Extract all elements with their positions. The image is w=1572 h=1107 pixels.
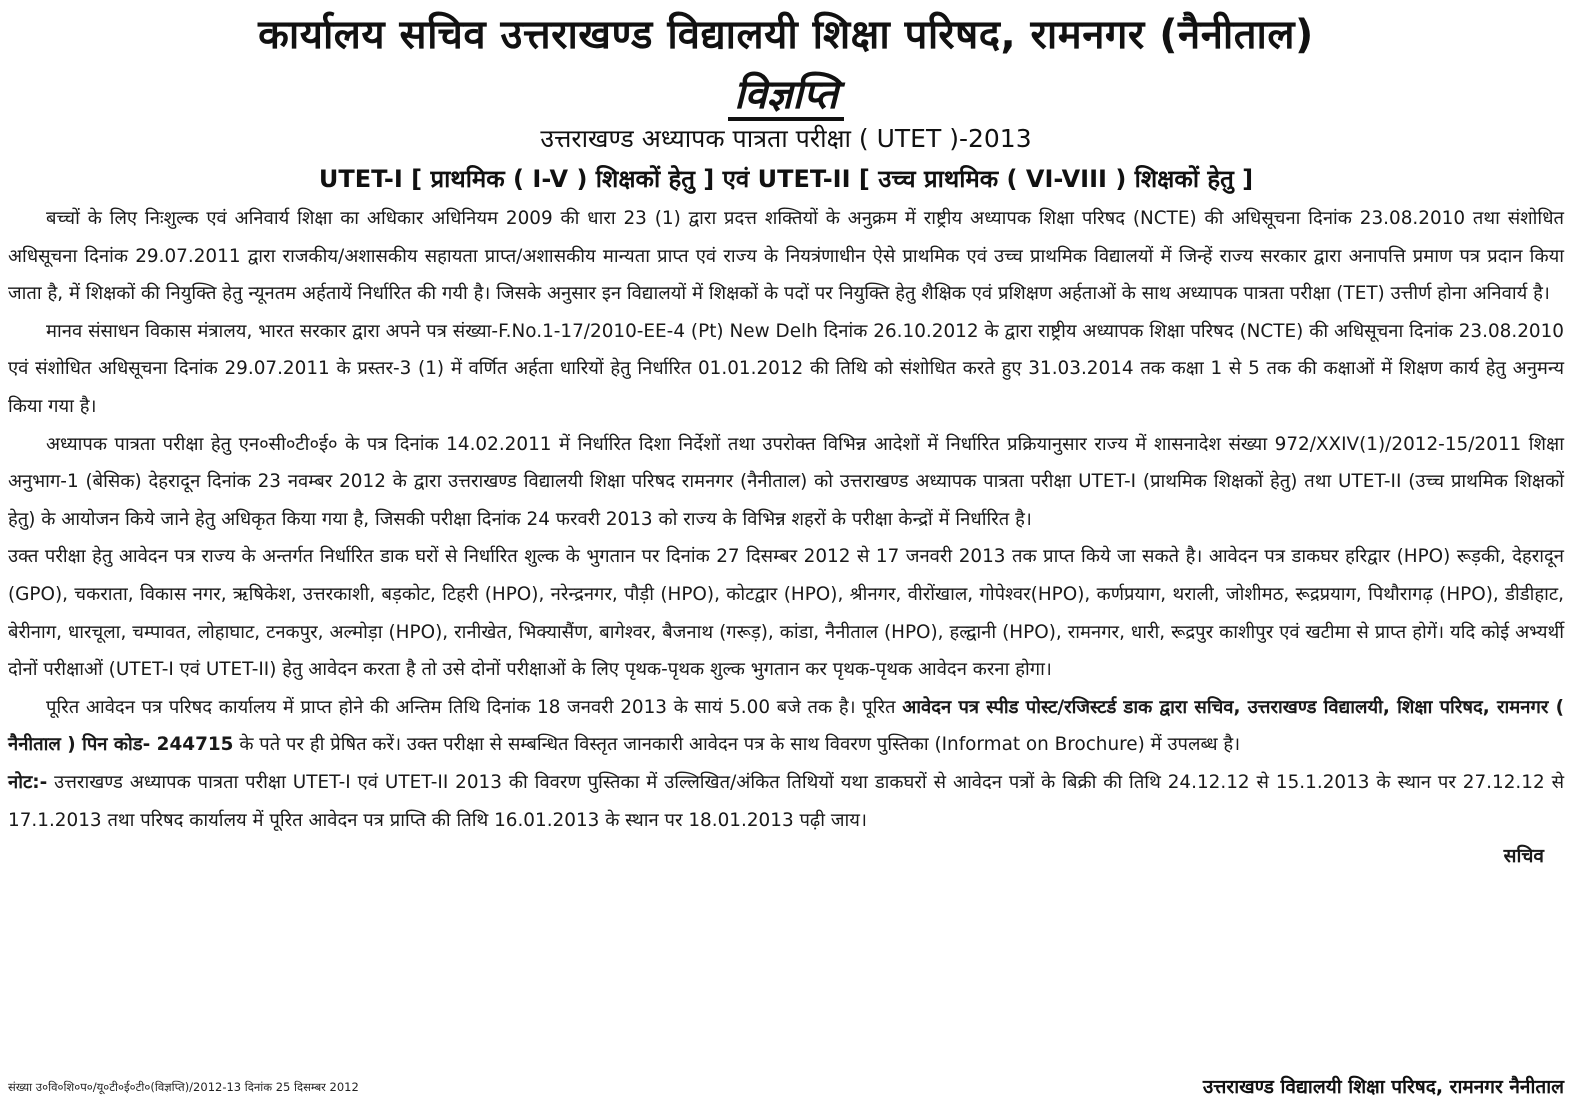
note-label: नोट:- bbox=[8, 771, 48, 793]
signature-organization: उत्तराखण्ड विद्यालयी शिक्षा परिषद, रामनगर नैनीताल bbox=[1202, 1076, 1564, 1098]
footer bbox=[8, 1063, 1564, 1103]
paragraph-note bbox=[8, 764, 1564, 839]
notice-label bbox=[8, 70, 1564, 120]
note-text: उत्तराखण्ड अध्यापक पात्रता परीक्षा UTET-I एवं UTET-II 2013 की विवरण पुस्तिका में उल्लिखित/अंकित तिथियों यथा डाकघरों से आवेदन पत्रों के बिक्री की तिथि 24.12.12 से 15.1.2013 के स्थान पर 27.12.12 से 17.1.2013 तथा परिषद कार्यालय में पूरित आवेदन पत्र प्राप्ति की तिथि 16.01.2013 के स्थान पर 18.01.2013 पढ़ी जाय। bbox=[8, 771, 1564, 831]
signature-title: सचिव bbox=[1503, 845, 1544, 868]
paragraph-application-centres: उक्त परीक्षा हेतु आवेदन पत्र राज्य के अन्तर्गत निर्धारित डाक घरों से निर्धारित शुल्क के भुगतान पर दिनांक 27 दिसम्बर 2012 से 17 जनवरी 2013 तक प्राप्त किये जा सकते है। आवेदन पत्र डाकघर हरिद्वार (HPO) रूड़की, देहरादून (GPO), चकराता, विकास नगर, ऋषिकेश, उत्तरकाशी, बड़कोट, टिहरी (HPO), नरेन्द्रनगर, पौड़ी (HPO), कोटद्वार (HPO), श्रीनगर, वीरोंखाल, गोपेश्वर(HPO), कर्णप्रयाग, थराली, जोशीमठ, रूद्रप्रयाग, पिथौरागढ़ (HPO), डीडीहाट, बेरीनाग, धारचूला, चम्पावत, लोहाघाट, टनकपुर, अल्मोड़ा (HPO), रानीखेत, भिक्यासैंण, बागेश्वर, बैजनाथ (गरूड़), कांडा, नैनीताल (HPO), हल्द्वानी (HPO), रामनगर, धारी, रूद्रपुर काशीपुर एवं खटीमा से प्राप्त होगें। यदि कोई अभ्यर्थी दोनों परीक्षाओं (UTET-I एवं UTET-II) हेतु आवेदन करता है तो उसे दोनों परीक्षाओं के लिए पृथक-पृथक शुल्क भुगतान कर पृथक-पृथक आवेदन करना होगा। bbox=[8, 546, 1564, 681]
submission-text-start: पूरित आवेदन पत्र परिषद कार्यालय में प्राप्त होने की अन्तिम तिथि दिनांक 18 जनवरी 2013 के सायं 5.00 बजे तक है। पूरित bbox=[46, 696, 903, 718]
exam-subtitle: UTET-I [ प्राथमिक ( I-V ) शिक्षकों हेतु ] एवं UTET-II [ उच्च प्राथमिक ( VI-VIII ) शिक्षकों हेतु ] bbox=[318, 165, 1254, 193]
paragraph-ministry-letter: मानव संसाधन विकास मंत्रालय, भारत सरकार द्वारा अपने पत्र संख्या-F.No.1-17/2010-EE-4 (Pt) New Delh दिनांक 26.10.2012 के द्वारा राष्ट्रीय अध्यापक शिक्षा परिषद (NCTE) की अधिसूचना दिनांक 23.08.2010 एवं संशोधित अधिसूचना दिनांक 29.07.2011 के प्रस्तर-3 (1) में वर्णित अर्हता धारियों हेतु निर्धारित 01.01.2012 की तिथि को संशोधित करते हुए 31.03.2014 तक कक्षा 1 से 5 तक की कक्षाओं में शिक्षण कार्य हेतु अनुमन्य किया गया है। bbox=[8, 320, 1564, 417]
reference-number: संख्या उ०वि०शि०प०/यू०टी०ई०टी०(विज्ञप्ति)/2012-13 दिनांक 25 दिसम्बर 2012 bbox=[8, 1080, 359, 1094]
notice-body bbox=[8, 200, 1564, 839]
paragraph-submission bbox=[8, 689, 1564, 764]
submission-text-end: के पते पर ही प्रेषित करें। उक्त परीक्षा से सम्बन्धित विस्तृत जानकारी आवेदन पत्र के साथ विवरण पुस्तिका (Informat on Brochure) में उपलब्ध है। bbox=[233, 734, 1241, 756]
paragraph-eligibility: बच्चों के लिए निःशुल्क एवं अनिवार्य शिक्षा का अधिकार अधिनियम 2009 की धारा 23 (1) द्वारा प्रदत्त शक्तियों के अनुक्रम में राष्ट्रीय अध्यापक शिक्षा परिषद (NCTE) की अधिसूचना दिनांक 23.08.2010 तथा संशोधित अधिसूचना दिनांक 29.07.2011 द्वारा राजकीय/अशासकीय सहायता प्राप्त/अशासकीय मान्यता प्राप्त एवं राज्य के नियत्रंणाधीन ऐसे प्राथमिक एवं उच्च प्राथमिक विद्यालयों में जिन्हें राज्य सरकार द्वारा अनापत्ति प्रमाण पत्र प्रदान किया जाता है, में शिक्षकों की नियुक्ति हेतु न्यूनतम अर्हतायें निर्धारित की गयी है। जिसके अनुसार इन विद्यालयों में शिक्षकों के पदों पर नियुक्ति हेतु शैक्षिक एवं प्रशिक्षण अर्हताओं के साथ अध्यापक पात्रता परीक्षा (TET) उत्तीर्ण होना अनिवार्य है। bbox=[8, 208, 1564, 305]
exam-title: उत्तराखण्ड अध्यापक पात्रता परीक्षा ( UTET )-2013 bbox=[540, 124, 1032, 153]
office-title: कार्यालय सचिव उत्तराखण्ड विद्यालयी शिक्षा परिषद, रामनगर (नैनीताल) bbox=[258, 12, 1314, 58]
notice-label-text: विज्ञप्ति bbox=[728, 73, 844, 121]
submission-address: आवेदन पत्र स्पीड पोस्ट/रजिस्टर्ड डाक द्वारा सचिव, उत्तराखण्ड विद्यालयी, शिक्षा परिषद, रामनगर ( नैनीताल ) पिन कोड- 244715 bbox=[8, 696, 1564, 756]
paragraph-authorization: अध्यापक पात्रता परीक्षा हेतु एन०सी०टी०ई० के पत्र दिनांक 14.02.2011 में निर्धारित दिशा निर्देशों तथा उपरोक्त विभिन्न आदेशों में निर्धारित प्रक्रियानुसार राज्य में शासनादेश संख्या 972/XXIV(1)/2012-15/2011 शिक्षा अनुभाग-1 (बेसिक) देहरादून दिनांक 23 नवम्बर 2012 के द्वारा उत्तराखण्ड विद्यालयी शिक्षा परिषद रामनगर (नैनीताल) को उत्तराखण्ड अध्यापक पात्रता परीक्षा UTET-I (प्राथमिक शिक्षकों हेतु) तथा UTET-II (उच्च प्राथमिक शिक्षकों हेतु) के आयोजन किये जाने हेतु अधिकृत किया गया है, जिसकी परीक्षा दिनांक 24 फरवरी 2013 को राज्य के विभिन्न शहरों के परीक्षा केन्द्रों में निर्धारित है। bbox=[8, 433, 1564, 530]
